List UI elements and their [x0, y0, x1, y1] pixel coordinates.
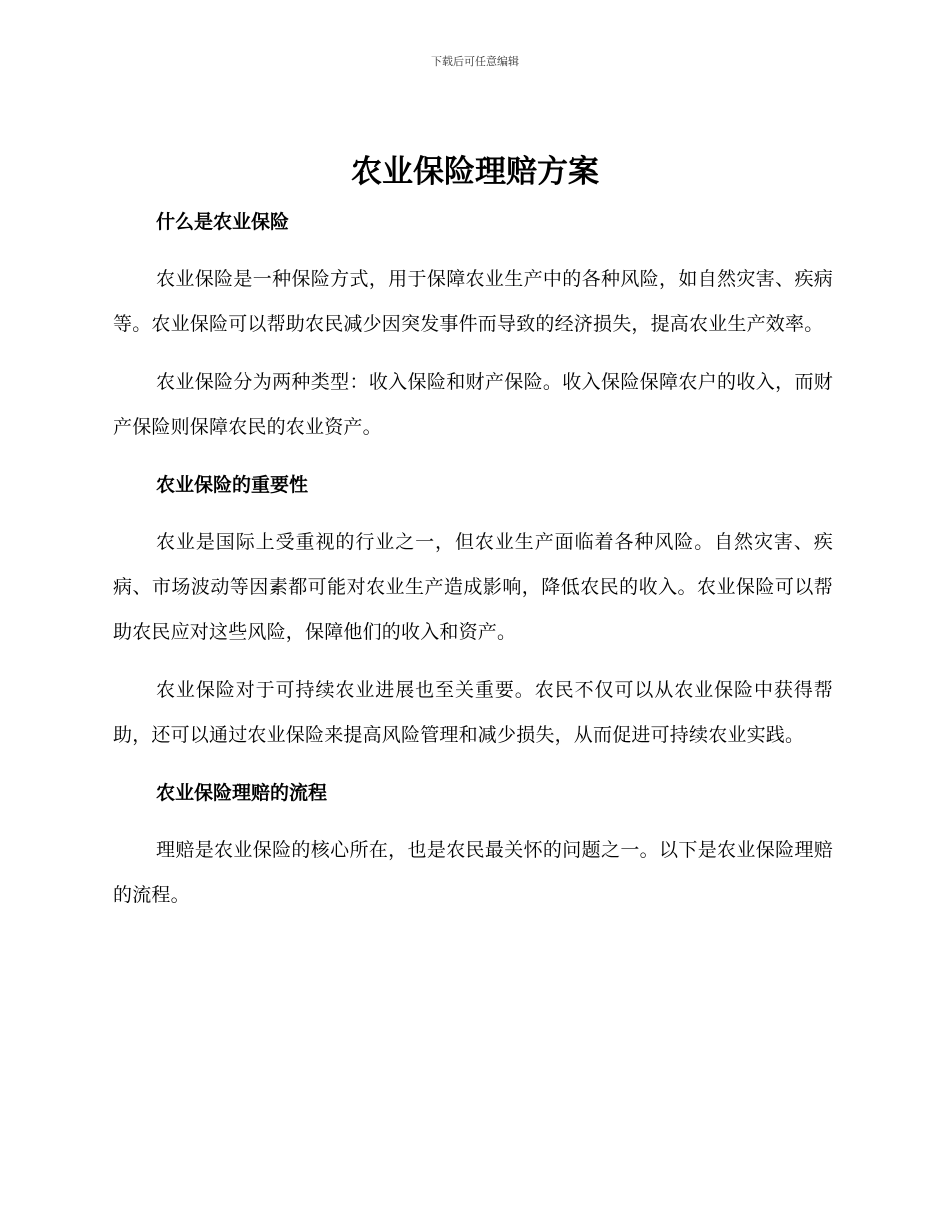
- paragraph: 农业是国际上受重视的行业之一，但农业生产面临着各种风险。自然灾害、疾病、市场波动等因素都可能对农业生产造成影响，降低农民的收入。农业保险可以帮助农民应对这些风险，保障他们的收入和资产。: [113, 531, 833, 643]
- document-body: [113, 200, 833, 931]
- header-note: 下载后可任意编辑: [431, 55, 519, 68]
- section-heading-what-is: 什么是农业保险: [156, 211, 290, 233]
- paragraph: 理赔是农业保险的核心所在，也是农民最关怀的问题之一。以下是农业保险理赔的流程。: [113, 839, 833, 906]
- paragraph: 农业保险分为两种类型：收入保险和财产保险。收入保险保障农户的收入，而财产保险则保障农民的农业资产。: [113, 371, 833, 438]
- paragraph: 农业保险对于可持续农业进展也至关重要。农民不仅可以从农业保险中获得帮助，还可以通过农业保险来提高风险管理和减少损失，从而促进可持续农业实践。: [113, 679, 833, 746]
- paragraph: 农业保险是一种保险方式，用于保障农业生产中的各种风险，如自然灾害、疾病等。农业保险可以帮助农民减少因突发事件而导致的经济损失，提高农业生产效率。: [113, 268, 833, 335]
- document-title: 农业保险理赔方案: [351, 154, 599, 190]
- section-heading-claims-process: 农业保险理赔的流程: [156, 782, 328, 804]
- section-heading-importance: 农业保险的重要性: [156, 474, 309, 496]
